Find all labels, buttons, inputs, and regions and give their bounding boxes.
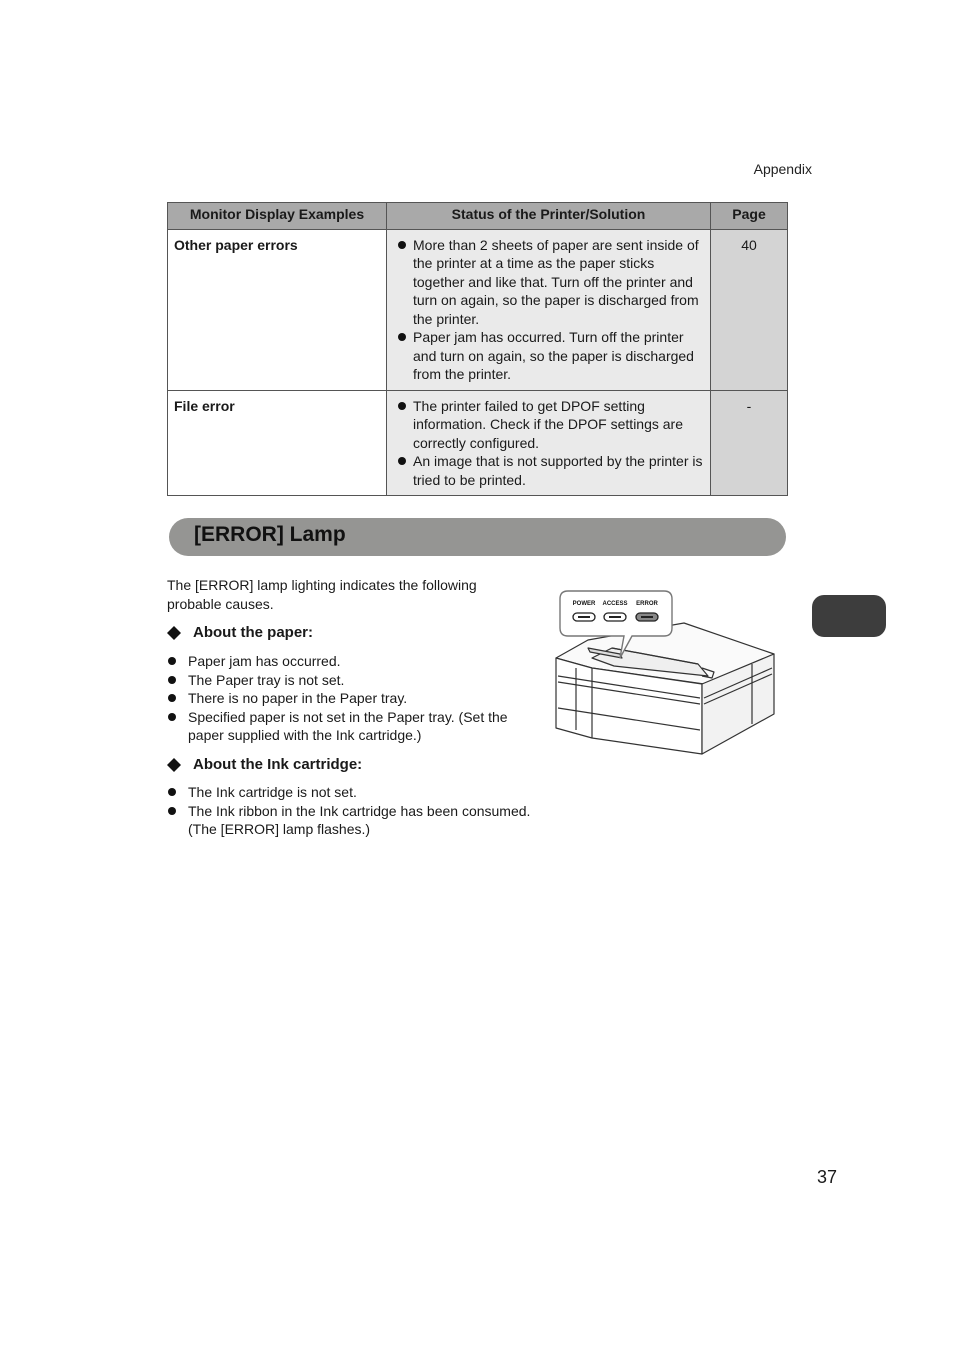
chapter-tab [812, 595, 886, 637]
paper-heading-text: About the paper: [193, 624, 313, 641]
example-cell: Other paper errors [168, 229, 387, 390]
table-row [168, 229, 788, 390]
status-item: Paper jam has occurred. Turn off the printer and turn on again, so the paper is discharged from the printer. [393, 328, 704, 384]
status-cell [387, 229, 711, 390]
intro-text: The [ERROR] lamp lighting indicates the following probable causes. [167, 577, 477, 612]
error-table [167, 202, 788, 496]
ink-list [167, 783, 532, 839]
column-header: Status of the Printer/Solution [387, 203, 711, 230]
running-header: Appendix [753, 161, 812, 177]
list-item: Paper jam has occurred. [167, 652, 532, 671]
page-cell: - [711, 390, 788, 496]
list-item: The Paper tray is not set. [167, 671, 532, 690]
column-header: Page [711, 203, 788, 230]
diamond-bullet-icon [167, 758, 181, 772]
status-item: An image that is not supported by the printer is tried to be printed. [393, 452, 704, 489]
list-item: The Ink cartridge is not set. [167, 783, 532, 802]
access-lamp-label: ACCESS [602, 601, 628, 607]
column-header: Monitor Display Examples [168, 203, 387, 230]
diamond-bullet-icon [167, 626, 181, 640]
printer-illustration [552, 588, 778, 760]
status-item: More than 2 sheets of paper are sent inside of the printer at a time as the paper sticks together and like that. Turn off the printer and turn on again, so the paper is discharged from the printer. [393, 236, 704, 329]
page-cell: 40 [711, 229, 788, 390]
ink-heading-text: About the Ink cartridge: [193, 756, 363, 773]
table-row [168, 390, 788, 496]
section-title-bar [169, 518, 786, 556]
list-item: There is no paper in the Paper tray. [167, 689, 532, 708]
list-item: The Ink ribbon in the Ink cartridge has been consumed.(The [ERROR] lamp flashes.) [167, 802, 532, 839]
page-number: 37 [817, 1167, 838, 1187]
list-item: Specified paper is not set in the Paper tray. (Set the paper supplied with the Ink cartridge.) [167, 708, 532, 745]
paper-heading [167, 624, 313, 641]
error-lamp-label: ERROR [636, 601, 658, 607]
section-title: [ERROR] Lamp [194, 523, 346, 546]
status-cell [387, 390, 711, 496]
ink-heading [167, 756, 362, 773]
table-header-row [168, 203, 788, 230]
status-item: The printer failed to get DPOF setting information. Check if the DPOF settings are correctly configured. [393, 397, 704, 453]
example-cell: File error [168, 390, 387, 496]
paper-list [167, 652, 532, 745]
power-lamp-label: POWER [572, 601, 596, 607]
